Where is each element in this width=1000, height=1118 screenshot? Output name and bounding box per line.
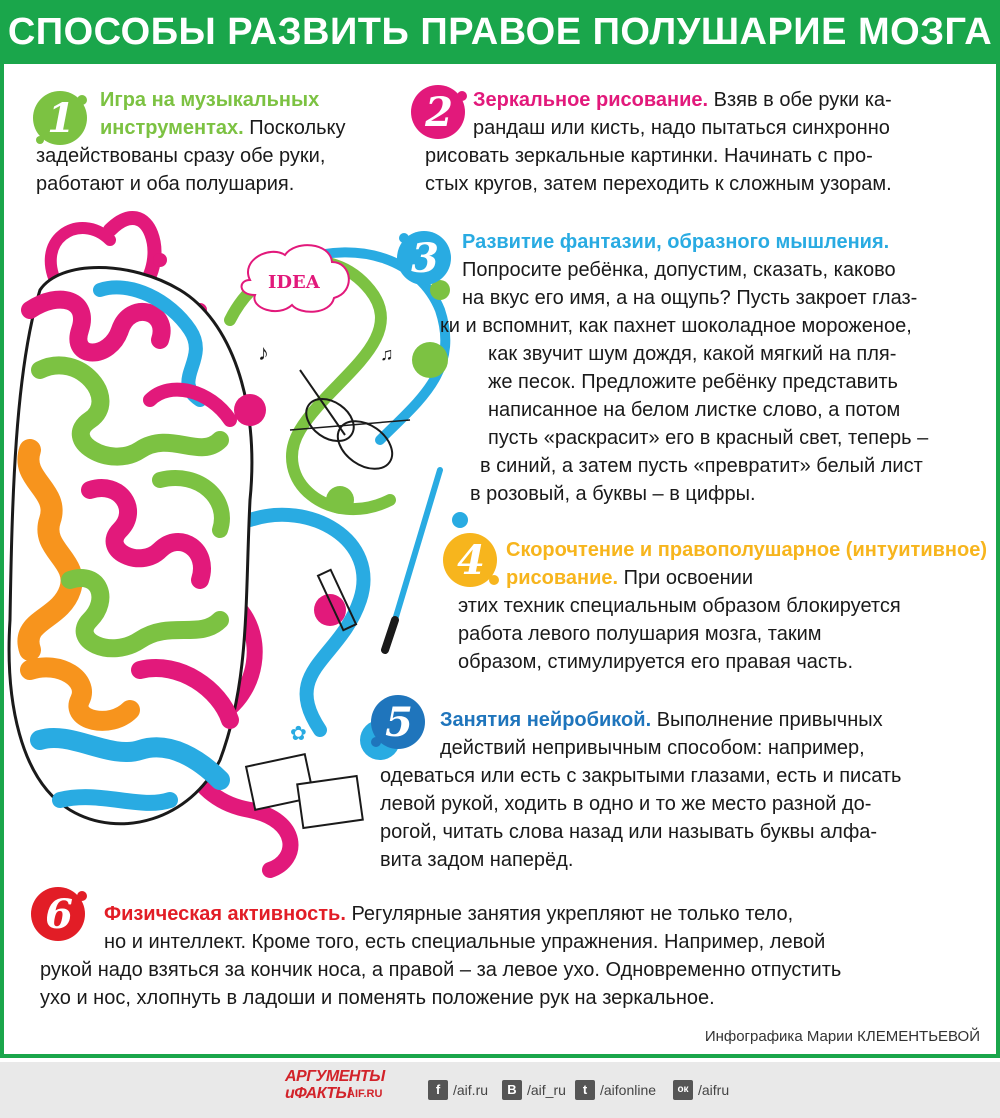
item-4: Скорочтение и правополушарное (интуитивное) рисование. При освоении этих техник специальным образом блокируется работа левого полушария мозга, таким образом, стимулируется его правая часть. bbox=[458, 539, 988, 673]
item-1: Игра на музыкальных инструментах. Поскольку задействованы сразу обе руки, работают и оба полушария. bbox=[36, 89, 346, 195]
social-facebook[interactable]: f /aif.ru bbox=[428, 1080, 488, 1102]
odnoklassniki-icon: ок bbox=[673, 1080, 693, 1100]
social-twitter[interactable]: t /aifonline bbox=[575, 1080, 656, 1102]
header-bar bbox=[0, 0, 1000, 64]
music-note-icon: ♪ bbox=[258, 340, 269, 365]
item-1-heading: Игра на музыкальных инструментах bbox=[100, 89, 320, 139]
page-title: СПОСОБЫ РАЗВИТЬ ПРАВОЕ ПОЛУШАРИЕ МОЗГА bbox=[7, 11, 993, 53]
badge-2: 2 bbox=[408, 82, 470, 144]
twitter-icon: t bbox=[575, 1080, 595, 1100]
item-5: Занятия нейробикой. Выполнение привычных действий непривычным способом: например, одеваться или есть с закрытыми глазами, есть и писать левой рукой, ходить в одно и то же место разной до- рогой, читать слова назад или называть буквы алфа- вита задом наперёд. bbox=[380, 709, 902, 871]
badge-6: 6 bbox=[28, 884, 90, 946]
facebook-icon: f bbox=[428, 1080, 448, 1100]
item-5-heading: Занятия нейробикой bbox=[440, 709, 646, 731]
item-4-heading: Скорочтение и правополушарное (интуитивное) рисование bbox=[506, 539, 988, 589]
social-vk[interactable]: В /aif_ru bbox=[502, 1080, 566, 1102]
badge-1: 1 bbox=[30, 88, 92, 150]
aif-logo[interactable]: АРГУМЕНТЫ иФАКТЫ AIF.RU bbox=[285, 1068, 385, 1102]
music-note-icon: ♫ bbox=[380, 344, 394, 364]
flower-icon: ✿ bbox=[290, 723, 307, 745]
badge-5: 5 bbox=[368, 692, 430, 754]
item-2: Зеркальное рисование. Взяв в обе руки ка- рандаш или кисть, надо пытаться синхронно рисовать зеркальные картинки. Начинать с про- стых кругов, затем переходить к сложным узорам. bbox=[425, 89, 892, 195]
item-6: Физическая активность. Регулярные занятия укрепляют не только тело, но и интеллект. Кроме того, есть специальные упражнения. Например, левой рукой надо взяться за кончик носа, а правой – за левое ухо. Одновременно отпустить ухо и нос, хлопнуть в ладоши и поменять положение рук на зеркальное. bbox=[40, 903, 842, 1009]
badge-4: 4 bbox=[440, 530, 502, 592]
author-credit: Инфографика Марии КЛЕМЕНТЬЕВОЙ bbox=[704, 1028, 980, 1045]
item-3: Развитие фантазии, образного мышления. Попросите ребёнка, допустим, сказать, каково на вкус его имя, а на ощупь? Пусть закроет глаз- ки и вспомнит, как пахнет шоколадное мороженое, как звучит шум дождя, какой мягкий на пля- же песок. Предложите ребёнку представить написанное на белом листке слово, а потом пусть «раскрасит» его в красный свет, теперь – в синий, а затем пусть «превратит» белый лист в розовый, а буквы – в цифры. bbox=[440, 231, 929, 505]
item-2-heading: Зеркальное рисование bbox=[473, 89, 703, 111]
vk-icon: В bbox=[502, 1080, 522, 1100]
item-3-heading: Развитие фантазии, образного мышления bbox=[462, 231, 884, 253]
social-odnoklassniki[interactable]: ок /aifru bbox=[673, 1080, 729, 1102]
badge-3: 3 bbox=[394, 228, 456, 290]
item-6-heading: Физическая активность bbox=[104, 903, 341, 925]
idea-label: IDEA bbox=[268, 272, 320, 293]
footer-bar bbox=[0, 1062, 1000, 1118]
